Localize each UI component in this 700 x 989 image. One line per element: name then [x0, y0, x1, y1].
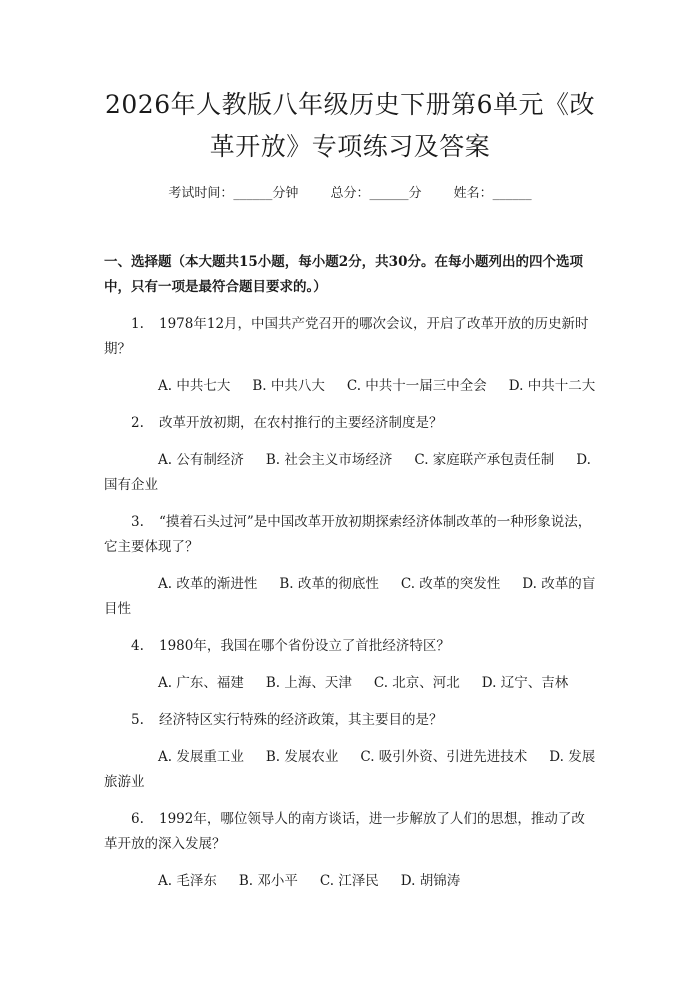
option-a: A. 毛泽东 [158, 873, 217, 889]
option-a: A. 中共七大 [158, 378, 231, 394]
option-c: C. 江泽民 [319, 873, 379, 889]
question-text: 1978年12月，中国共产党召开的哪次会议，开启了改革开放的历史新时期？ [104, 316, 589, 357]
question-stem [104, 510, 596, 560]
option-c: C. 中共十一届三中全会 [346, 378, 487, 394]
question-text: 改革开放初期，在农村推行的主要经济制度是？ [159, 415, 443, 431]
option-b: B. 改革的彻底性 [279, 576, 379, 592]
question-stem [104, 634, 596, 659]
question-4 [104, 634, 596, 696]
question-number: 3. [131, 514, 144, 530]
title-line-1: 2026年人教版八年级历史下册第6单元《改 [104, 90, 596, 119]
answer-options [104, 572, 596, 622]
answer-options [104, 374, 596, 399]
option-a: A. 广东、福建 [158, 675, 244, 691]
question-stem [104, 411, 596, 436]
option-d: D. 中共十二大 [508, 378, 596, 394]
question-3 [104, 510, 596, 622]
question-stem [104, 708, 596, 733]
option-d: D. 国有企业 [104, 452, 591, 493]
question-5 [104, 708, 596, 795]
answer-options [104, 745, 596, 795]
option-d: D. 改革的盲目性 [104, 576, 596, 617]
student-name-field: 姓名：______ [453, 186, 532, 201]
option-a: A. 发展重工业 [158, 749, 244, 765]
question-text: “摸着石头过河”是中国改革开放初期探索经济体制改革的一种形象说法，它主要体现了？ [104, 514, 592, 555]
option-b: B. 上海、天津 [265, 675, 352, 691]
option-c: C. 家庭联产承包责任制 [414, 452, 555, 468]
option-d: D. 辽宁、吉林 [481, 675, 569, 691]
option-c: C. 吸引外资、引进先进技术 [360, 749, 528, 765]
answer-options [104, 869, 596, 894]
question-number: 5. [131, 712, 144, 728]
answer-options [104, 448, 596, 498]
option-b: B. 中共八大 [252, 378, 325, 394]
answer-options [104, 671, 596, 696]
question-text: 1992年，哪位领导人的南方谈话，进一步解放了人们的思想，推动了改革开放的深入发展？ [104, 811, 585, 852]
question-number: 1. [131, 316, 144, 332]
total-score-field: 总分：______分 [330, 186, 422, 201]
option-b: B. 邓小平 [238, 873, 298, 889]
title-line-2: 革开放》专项练习及答案 [209, 132, 491, 161]
question-text: 经济特区实行特殊的经济政策，其主要目的是？ [159, 712, 443, 728]
option-a: A. 改革的渐进性 [158, 576, 258, 592]
option-c: C. 北京、河北 [373, 675, 460, 691]
option-d: D. 发展旅游业 [104, 749, 596, 790]
option-b: B. 发展农业 [265, 749, 339, 765]
question-6 [104, 807, 596, 894]
exam-info [104, 184, 596, 204]
question-list [104, 312, 596, 894]
question-1 [104, 312, 596, 399]
option-c: C. 改革的突发性 [400, 576, 501, 592]
question-text: 1980年，我国在哪个省份设立了首批经济特区？ [159, 638, 450, 654]
option-a: A. 公有制经济 [158, 452, 244, 468]
question-2 [104, 411, 596, 498]
section-heading: 一、选择题（本大题共15小题，每小题2分，共30分。在每小题列出的四个选项中，只有一项是最符合题目要求的。） [104, 254, 583, 295]
option-b: B. 社会主义市场经济 [265, 452, 393, 468]
question-number: 6. [131, 811, 144, 827]
question-stem [104, 312, 596, 362]
question-number: 2. [131, 415, 144, 431]
document-title [104, 84, 596, 168]
option-d: D. 胡锦涛 [400, 873, 461, 889]
question-stem [104, 807, 596, 857]
question-number: 4. [131, 638, 144, 654]
exam-time-field: 考试时间：______分钟 [168, 186, 299, 201]
exam-page [0, 84, 700, 989]
